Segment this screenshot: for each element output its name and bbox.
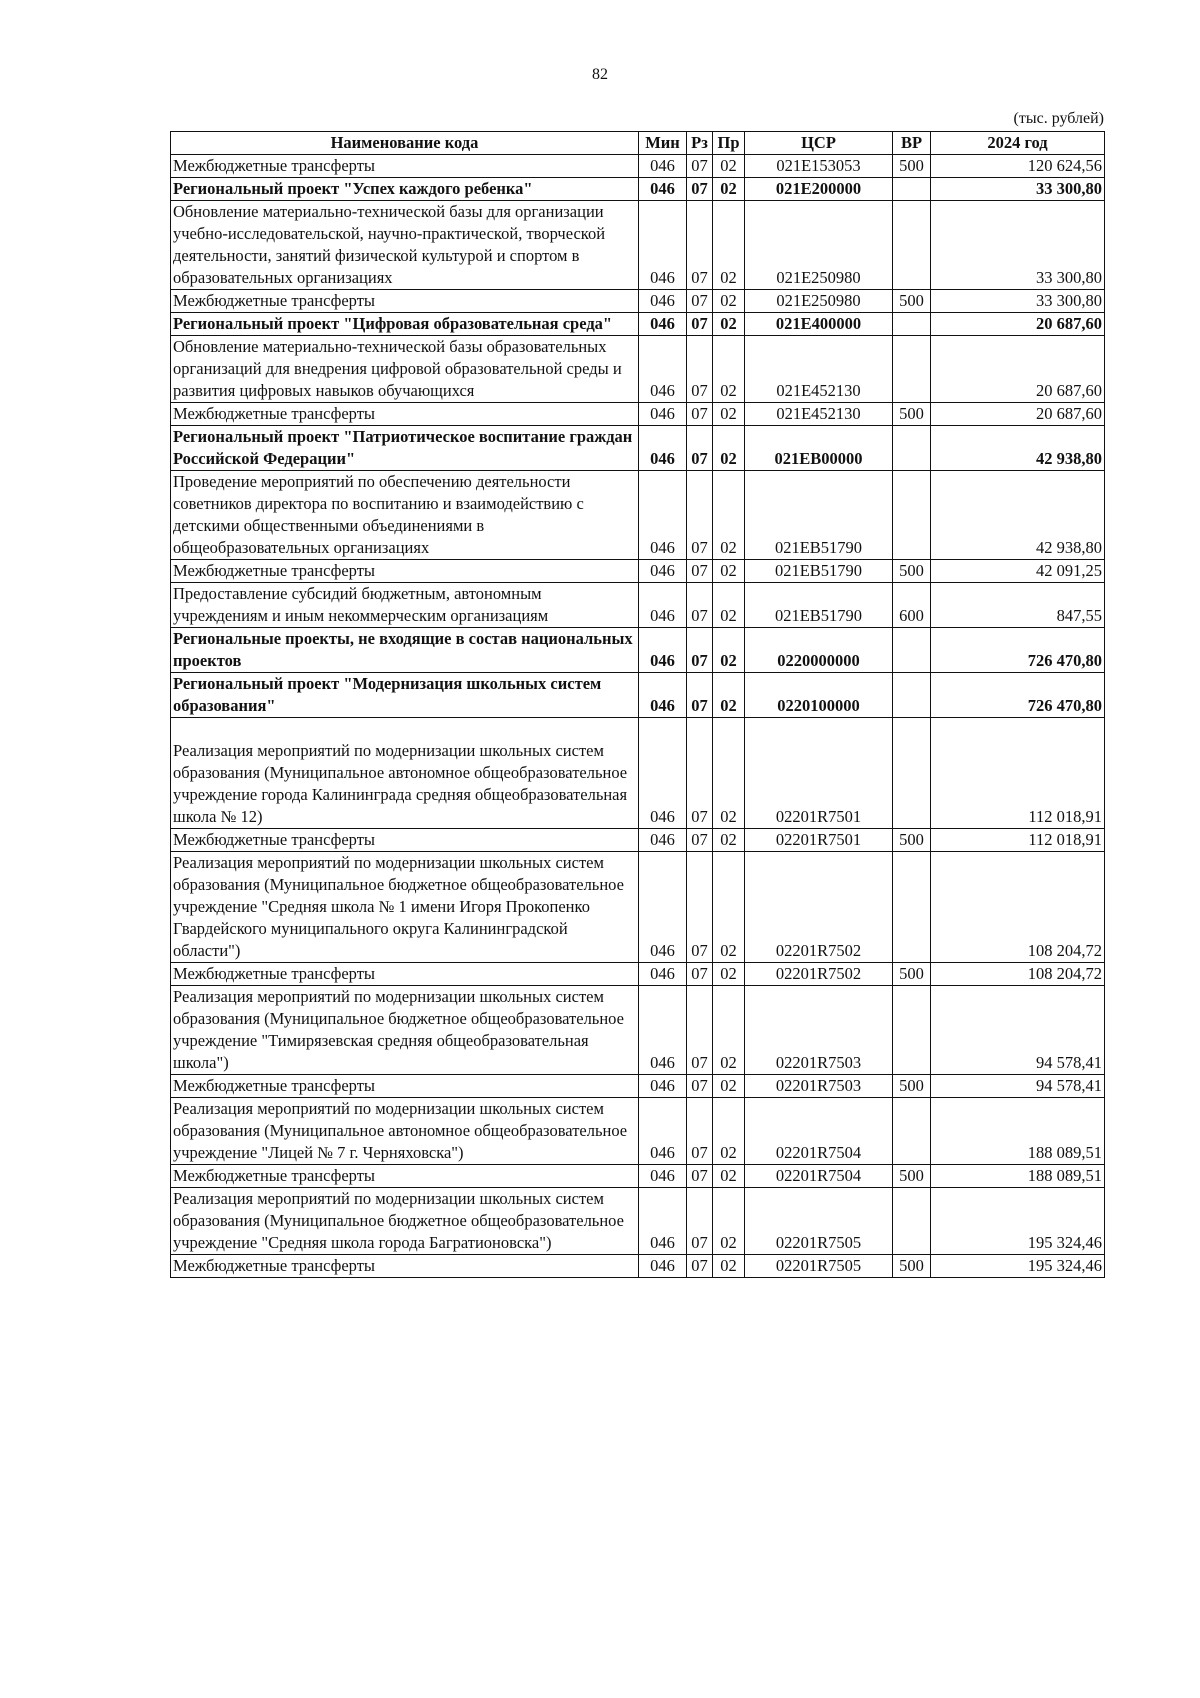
table-row bbox=[171, 560, 1105, 583]
row-min: 046 bbox=[639, 829, 687, 852]
row-name: Реализация мероприятий по модернизации школьных систем образования (Муниципальное бюджетное общеобразовательное учреждение "Средняя школа города Багратионовска") bbox=[171, 1188, 639, 1255]
row-rz: 07 bbox=[687, 1188, 713, 1255]
row-pr: 02 bbox=[713, 1075, 745, 1098]
row-vr bbox=[893, 201, 931, 290]
row-amount: 42 938,80 bbox=[931, 426, 1105, 471]
row-amount: 195 324,46 bbox=[931, 1188, 1105, 1255]
row-pr: 02 bbox=[713, 336, 745, 403]
row-name: Региональные проекты, не входящие в состав национальных проектов bbox=[171, 628, 639, 673]
row-csr: 021E200000 bbox=[745, 178, 893, 201]
row-amount: 726 470,80 bbox=[931, 628, 1105, 673]
row-rz: 07 bbox=[687, 986, 713, 1075]
page-number: 82 bbox=[592, 66, 608, 83]
row-csr: 02201R7501 bbox=[745, 718, 893, 829]
row-csr: 02201R7502 bbox=[745, 852, 893, 963]
row-vr: 500 bbox=[893, 963, 931, 986]
row-pr: 02 bbox=[713, 1098, 745, 1165]
table-row bbox=[171, 852, 1105, 963]
row-pr: 02 bbox=[713, 201, 745, 290]
row-rz: 07 bbox=[687, 1165, 713, 1188]
table-row bbox=[171, 155, 1105, 178]
table-row bbox=[171, 313, 1105, 336]
row-rz: 07 bbox=[687, 963, 713, 986]
row-pr: 02 bbox=[713, 829, 745, 852]
row-min: 046 bbox=[639, 673, 687, 718]
row-csr: 02201R7504 bbox=[745, 1098, 893, 1165]
row-min: 046 bbox=[639, 290, 687, 313]
row-vr bbox=[893, 426, 931, 471]
row-amount: 188 089,51 bbox=[931, 1165, 1105, 1188]
units-note: (тыс. рублей) bbox=[1013, 110, 1104, 127]
row-vr: 500 bbox=[893, 560, 931, 583]
table-row bbox=[171, 1255, 1105, 1278]
row-amount: 33 300,80 bbox=[931, 290, 1105, 313]
row-amount: 20 687,60 bbox=[931, 336, 1105, 403]
row-vr bbox=[893, 336, 931, 403]
column-header-name: Наименование кода bbox=[171, 132, 639, 155]
row-rz: 07 bbox=[687, 155, 713, 178]
row-pr: 02 bbox=[713, 718, 745, 829]
row-rz: 07 bbox=[687, 336, 713, 403]
row-amount: 726 470,80 bbox=[931, 673, 1105, 718]
row-vr: 500 bbox=[893, 1075, 931, 1098]
table-row bbox=[171, 1075, 1105, 1098]
row-csr: 02201R7504 bbox=[745, 1165, 893, 1188]
row-vr: 500 bbox=[893, 403, 931, 426]
row-name: Межбюджетные трансферты bbox=[171, 963, 639, 986]
row-min: 046 bbox=[639, 963, 687, 986]
row-rz: 07 bbox=[687, 178, 713, 201]
row-csr: 021E400000 bbox=[745, 313, 893, 336]
row-csr: 02201R7502 bbox=[745, 963, 893, 986]
row-name: Межбюджетные трансферты bbox=[171, 1165, 639, 1188]
row-pr: 02 bbox=[713, 1165, 745, 1188]
row-rz: 07 bbox=[687, 583, 713, 628]
row-pr: 02 bbox=[713, 313, 745, 336]
row-pr: 02 bbox=[713, 852, 745, 963]
row-min: 046 bbox=[639, 852, 687, 963]
table-row bbox=[171, 1188, 1105, 1255]
row-csr: 02201R7503 bbox=[745, 1075, 893, 1098]
column-header-pr: Пр bbox=[713, 132, 745, 155]
row-csr: 021E250980 bbox=[745, 290, 893, 313]
row-name: Обновление материально-технической базы образовательных организаций для внедрения цифровой образовательной среды и развития цифровых навыков обучающихся bbox=[171, 336, 639, 403]
row-rz: 07 bbox=[687, 718, 713, 829]
row-rz: 07 bbox=[687, 852, 713, 963]
row-name: Проведение мероприятий по обеспечению деятельности советников директора по воспитанию и взаимодействию с детскими общественными объединениями в общеобразовательных организациях bbox=[171, 471, 639, 560]
row-rz: 07 bbox=[687, 426, 713, 471]
row-vr: 500 bbox=[893, 1255, 931, 1278]
row-rz: 07 bbox=[687, 201, 713, 290]
row-rz: 07 bbox=[687, 290, 713, 313]
row-csr: 021EB51790 bbox=[745, 583, 893, 628]
row-name: Межбюджетные трансферты bbox=[171, 155, 639, 178]
row-pr: 02 bbox=[713, 178, 745, 201]
row-amount: 42 938,80 bbox=[931, 471, 1105, 560]
row-vr bbox=[893, 471, 931, 560]
row-csr: 021E250980 bbox=[745, 201, 893, 290]
row-amount: 108 204,72 bbox=[931, 963, 1105, 986]
row-amount: 20 687,60 bbox=[931, 313, 1105, 336]
row-min: 046 bbox=[639, 1165, 687, 1188]
row-pr: 02 bbox=[713, 290, 745, 313]
row-name: Предоставление субсидий бюджетным, автономным учреждениям и иным некоммерческим организациям bbox=[171, 583, 639, 628]
table-row bbox=[171, 471, 1105, 560]
row-vr: 500 bbox=[893, 1165, 931, 1188]
row-amount: 94 578,41 bbox=[931, 986, 1105, 1075]
row-rz: 07 bbox=[687, 313, 713, 336]
row-csr: 02201R7505 bbox=[745, 1188, 893, 1255]
row-pr: 02 bbox=[713, 583, 745, 628]
table-row bbox=[171, 673, 1105, 718]
row-csr: 021EB51790 bbox=[745, 471, 893, 560]
row-name: Межбюджетные трансферты bbox=[171, 1255, 639, 1278]
row-rz: 07 bbox=[687, 560, 713, 583]
table-row bbox=[171, 403, 1105, 426]
row-csr: 021E452130 bbox=[745, 336, 893, 403]
row-name: Региональный проект "Патриотическое воспитание граждан Российской Федерации" bbox=[171, 426, 639, 471]
column-header-rz: Рз bbox=[687, 132, 713, 155]
table-row bbox=[171, 1165, 1105, 1188]
row-amount: 108 204,72 bbox=[931, 852, 1105, 963]
row-name: Обновление материально-технической базы для организации учебно-исследовательской, научно-практической, творческой деятельности, занятий физической культурой и спортом в образовательных организациях bbox=[171, 201, 639, 290]
budget-table bbox=[170, 131, 1105, 1278]
table-row bbox=[171, 986, 1105, 1075]
row-amount: 847,55 bbox=[931, 583, 1105, 628]
row-name: Межбюджетные трансферты bbox=[171, 560, 639, 583]
row-csr: 02201R7505 bbox=[745, 1255, 893, 1278]
row-rz: 07 bbox=[687, 673, 713, 718]
row-vr bbox=[893, 1098, 931, 1165]
row-vr bbox=[893, 1188, 931, 1255]
column-header-min: Мин bbox=[639, 132, 687, 155]
row-pr: 02 bbox=[713, 155, 745, 178]
row-name: Региональный проект "Цифровая образовательная среда" bbox=[171, 313, 639, 336]
row-min: 046 bbox=[639, 1255, 687, 1278]
row-amount: 188 089,51 bbox=[931, 1098, 1105, 1165]
row-amount: 112 018,91 bbox=[931, 718, 1105, 829]
row-min: 046 bbox=[639, 178, 687, 201]
row-amount: 120 624,56 bbox=[931, 155, 1105, 178]
table-row bbox=[171, 583, 1105, 628]
row-min: 046 bbox=[639, 403, 687, 426]
row-name: Региональный проект "Модернизация школьных систем образования" bbox=[171, 673, 639, 718]
row-vr bbox=[893, 313, 931, 336]
row-min: 046 bbox=[639, 560, 687, 583]
row-min: 046 bbox=[639, 426, 687, 471]
table-row bbox=[171, 290, 1105, 313]
row-vr: 500 bbox=[893, 290, 931, 313]
row-pr: 02 bbox=[713, 471, 745, 560]
table-row bbox=[171, 336, 1105, 403]
row-rz: 07 bbox=[687, 829, 713, 852]
row-vr bbox=[893, 852, 931, 963]
table-row bbox=[171, 1098, 1105, 1165]
row-name: Реализация мероприятий по модернизации школьных систем образования (Муниципальное бюджетное общеобразовательное учреждение "Тимирязевская средняя общеобразовательная школа") bbox=[171, 986, 639, 1075]
table-row bbox=[171, 426, 1105, 471]
row-rz: 07 bbox=[687, 471, 713, 560]
row-pr: 02 bbox=[713, 963, 745, 986]
row-min: 046 bbox=[639, 1188, 687, 1255]
row-min: 046 bbox=[639, 718, 687, 829]
row-pr: 02 bbox=[713, 628, 745, 673]
row-rz: 07 bbox=[687, 628, 713, 673]
row-vr bbox=[893, 178, 931, 201]
row-name: Региональный проект "Успех каждого ребенка" bbox=[171, 178, 639, 201]
row-min: 046 bbox=[639, 628, 687, 673]
row-vr bbox=[893, 986, 931, 1075]
row-pr: 02 bbox=[713, 403, 745, 426]
row-min: 046 bbox=[639, 155, 687, 178]
row-pr: 02 bbox=[713, 426, 745, 471]
row-vr bbox=[893, 628, 931, 673]
row-min: 046 bbox=[639, 986, 687, 1075]
row-min: 046 bbox=[639, 1075, 687, 1098]
row-name: Реализация мероприятий по модернизации школьных систем образования (Муниципальное автономное общеобразовательное учреждение "Лицей № 7 г. Черняховска") bbox=[171, 1098, 639, 1165]
row-amount: 33 300,80 bbox=[931, 201, 1105, 290]
row-amount: 94 578,41 bbox=[931, 1075, 1105, 1098]
column-header-csr: ЦСР bbox=[745, 132, 893, 155]
row-name: Реализация мероприятий по модернизации школьных систем образования (Муниципальное бюджетное общеобразовательное учреждение "Средняя школа № 1 имени Игоря Прокопенко Гвардейского муниципального округа Калининградской области") bbox=[171, 852, 639, 963]
table-row bbox=[171, 201, 1105, 290]
row-name: Реализация мероприятий по модернизации школьных систем образования (Муниципальное автономное общеобразовательное учреждение города Калининграда средняя общеобразовательная школа № 12) bbox=[171, 718, 639, 829]
row-min: 046 bbox=[639, 471, 687, 560]
row-amount: 20 687,60 bbox=[931, 403, 1105, 426]
row-vr: 500 bbox=[893, 155, 931, 178]
table-row bbox=[171, 829, 1105, 852]
table-row bbox=[171, 718, 1105, 829]
row-name: Межбюджетные трансферты bbox=[171, 290, 639, 313]
row-min: 046 bbox=[639, 1098, 687, 1165]
table-header-row bbox=[171, 132, 1105, 155]
column-header-year: 2024 год bbox=[931, 132, 1105, 155]
row-pr: 02 bbox=[713, 673, 745, 718]
table-body bbox=[171, 155, 1105, 1278]
table-row bbox=[171, 178, 1105, 201]
table-row bbox=[171, 628, 1105, 673]
row-name: Межбюджетные трансферты bbox=[171, 1075, 639, 1098]
row-rz: 07 bbox=[687, 403, 713, 426]
row-rz: 07 bbox=[687, 1098, 713, 1165]
row-amount: 195 324,46 bbox=[931, 1255, 1105, 1278]
row-vr bbox=[893, 673, 931, 718]
row-min: 046 bbox=[639, 201, 687, 290]
row-csr: 02201R7501 bbox=[745, 829, 893, 852]
row-amount: 42 091,25 bbox=[931, 560, 1105, 583]
row-name: Межбюджетные трансферты bbox=[171, 403, 639, 426]
row-name: Межбюджетные трансферты bbox=[171, 829, 639, 852]
row-csr: 021E153053 bbox=[745, 155, 893, 178]
row-min: 046 bbox=[639, 583, 687, 628]
row-vr: 600 bbox=[893, 583, 931, 628]
row-min: 046 bbox=[639, 313, 687, 336]
row-csr: 0220100000 bbox=[745, 673, 893, 718]
row-vr: 500 bbox=[893, 829, 931, 852]
row-pr: 02 bbox=[713, 1255, 745, 1278]
row-pr: 02 bbox=[713, 986, 745, 1075]
row-pr: 02 bbox=[713, 560, 745, 583]
row-csr: 021EB51790 bbox=[745, 560, 893, 583]
row-vr bbox=[893, 718, 931, 829]
row-rz: 07 bbox=[687, 1255, 713, 1278]
column-header-vr: ВР bbox=[893, 132, 931, 155]
row-csr: 0220000000 bbox=[745, 628, 893, 673]
row-pr: 02 bbox=[713, 1188, 745, 1255]
row-csr: 02201R7503 bbox=[745, 986, 893, 1075]
row-csr: 021EB00000 bbox=[745, 426, 893, 471]
row-amount: 33 300,80 bbox=[931, 178, 1105, 201]
row-amount: 112 018,91 bbox=[931, 829, 1105, 852]
row-rz: 07 bbox=[687, 1075, 713, 1098]
table-row bbox=[171, 963, 1105, 986]
row-csr: 021E452130 bbox=[745, 403, 893, 426]
row-min: 046 bbox=[639, 336, 687, 403]
